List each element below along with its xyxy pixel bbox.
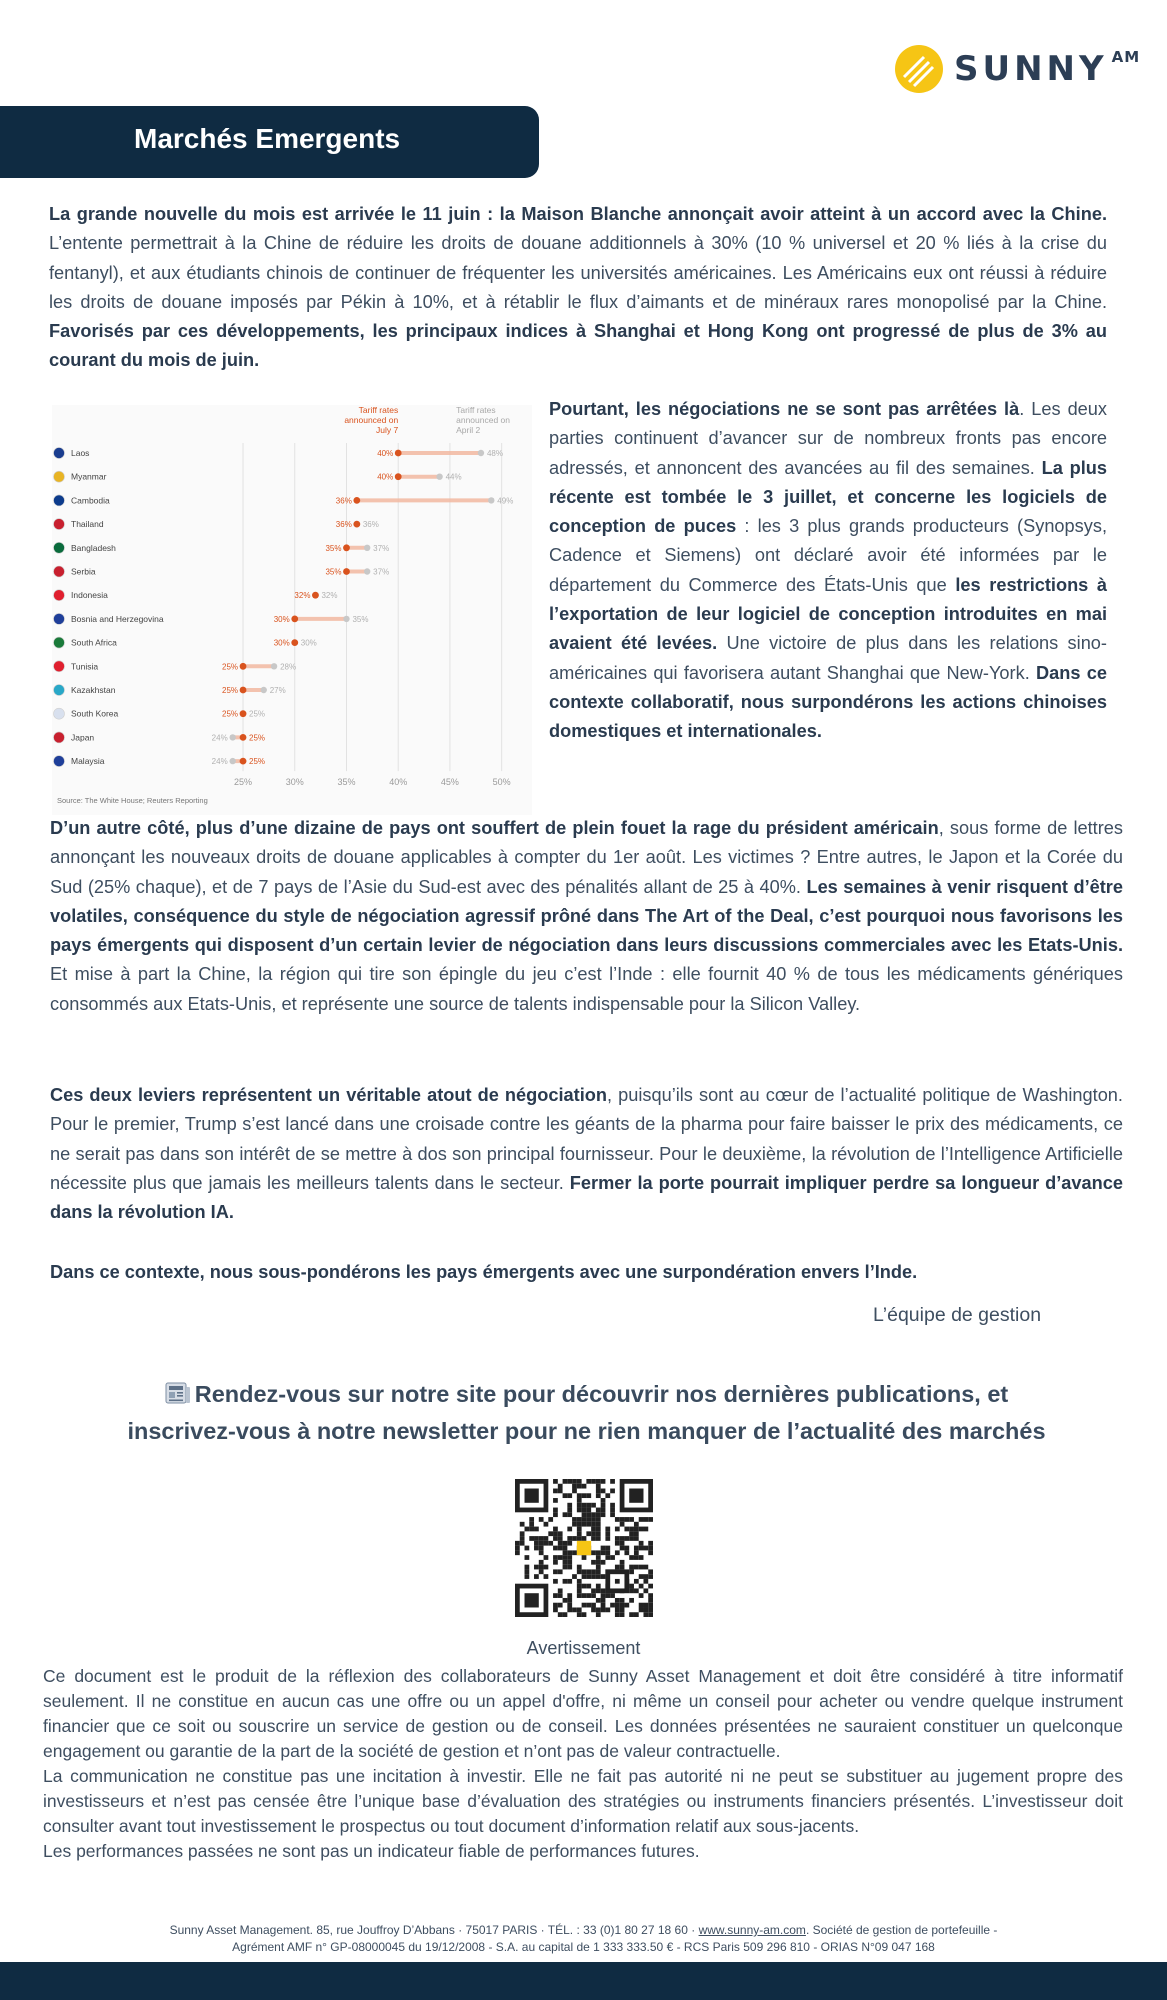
- old-rate-dot: [364, 568, 370, 574]
- neg-bold-1: Pourtant, les négociations ne se sont pas arrêtées là: [549, 399, 1020, 419]
- country-flag: [54, 708, 65, 719]
- footer-company-type: . Société de gestion de portefeuille -: [805, 1923, 998, 1937]
- country-flag: [54, 685, 65, 696]
- new-rate-label: 35%: [325, 567, 342, 577]
- new-rate-label: 25%: [249, 757, 266, 767]
- country-label: Laos: [71, 448, 90, 458]
- neg-text-2: : les 3 plus grands producteurs (Synopsys, Cadence et Siemens) ont déclaré avoir été informées par le département du Commerce des États-Unis que: [549, 516, 1107, 595]
- disclaimer-p2: La communication ne constitue pas une incitation à investir. Elle ne fait pas autorité ni ne peut se substituer au jugement propre des investisseurs et n’est pas censée être l’unique base d’évaluation des stratégies ou instruments financiers présentés. L’investisseur doit consulter avant tout investissement le prospectus ou tout document d’information relatif aux sous-jacents.: [43, 1766, 1123, 1836]
- country-label: South Africa: [71, 637, 117, 648]
- section-banner: [0, 106, 539, 178]
- country-label: Bangladesh: [71, 542, 116, 553]
- tariff-chart: [52, 405, 532, 815]
- old-rate-dot: [478, 450, 484, 456]
- country-label: South Korea: [71, 708, 119, 719]
- new-rate-dot: [240, 758, 247, 765]
- chart-source: Source: The White House; Reuters Reporting: [57, 796, 208, 806]
- old-rate-label: 37%: [373, 567, 390, 577]
- new-rate-dot: [240, 663, 247, 670]
- bottom-bar: [0, 1962, 1167, 2000]
- tariffs-bold-2: Les semaines à venir risquent d’être volatiles, conséquence du style de négociation agressif prôné dans The Art of the Deal, c’est pourquoi nous favorisons les pays émergents qui disposent d’un certain levier de négociation dans leurs discussions commerciales avec les Etats-Unis.: [50, 876, 1123, 956]
- new-rate-dot: [291, 616, 298, 623]
- country-flag: [54, 495, 65, 506]
- tariffs-text-1: , sous forme de lettres annonçant les nouveaux droits de douane applicables à compter du 1er août. Les victimes ? Entre autres, le Japon et la Corée du Sud (25% chaque), et de 7 pays de l’Asie du Sud-est avec des pénalités allant de 25 à 40%.: [50, 818, 1124, 897]
- sun-logo-icon: [894, 44, 944, 94]
- new-rate-label: 30%: [273, 638, 290, 648]
- levers-bold-2: Fermer la porte pourrait impliquer perdre sa longueur d’avance dans la révolution IA.: [50, 1172, 1123, 1223]
- promo-line-1: Rendez-vous sur notre site pour découvrir nos dernières publications, et: [194, 1381, 1009, 1407]
- logo-suffix: AM: [1111, 48, 1141, 66]
- old-rate-label: 37%: [373, 543, 390, 553]
- new-rate-label: 40%: [377, 472, 394, 482]
- x-tick-label: 40%: [389, 777, 408, 788]
- conclusion-paragraph: [50, 1258, 1123, 1287]
- qr-code[interactable]: [515, 1479, 653, 1617]
- legend-old: Tariff rates announced on April 2: [456, 405, 511, 435]
- new-rate-dot: [240, 710, 247, 717]
- old-rate-label: 27%: [269, 686, 286, 695]
- country-flag: [54, 756, 65, 767]
- tariff-dot-plot: [52, 405, 532, 815]
- country-label: Malaysia: [71, 756, 105, 767]
- disclaimer-p1: Ce document est le produit de la réflexion des collaborateurs de Sunny Asset Management et doit être considéré à titre informatif seulement. Il ne constitue en aucun cas une offre ou un appel d'offre, ni même un conseil pour acheter ou vendre quelque instrument financier que ce soit ou souscrire un service de gestion ou de conseil. Les données présentées ne sauraient constituer un quelconque engagement ou garantie de la part de la société de gestion et n’ont pas de valeur contractuelle.: [43, 1666, 1123, 1761]
- newspaper-icon: [165, 1381, 191, 1405]
- old-rate-dot: [229, 758, 235, 764]
- new-rate-label: 32%: [294, 591, 311, 601]
- old-rate-dot: [261, 687, 267, 693]
- country-flag: [54, 471, 65, 482]
- old-rate-label: 49%: [497, 496, 514, 506]
- x-tick-label: 45%: [440, 777, 459, 788]
- new-rate-label: 36%: [335, 520, 352, 530]
- country-label: Kazakhstan: [71, 685, 116, 695]
- new-rate-label: 35%: [325, 543, 342, 553]
- new-rate-label: 40%: [377, 449, 394, 458]
- tariffs-bold-1: D’un autre côté, plus d’une dizaine de pays ont souffert de plein fouet la rage du président américain: [50, 818, 939, 838]
- old-rate-label: 24%: [211, 733, 228, 743]
- chart-background: [52, 405, 532, 815]
- new-rate-dot: [343, 568, 350, 575]
- qr-code-icon[interactable]: [515, 1479, 653, 1617]
- old-rate-label: 24%: [211, 757, 228, 767]
- new-rate-dot: [240, 734, 247, 741]
- country-label: Thailand: [71, 519, 104, 530]
- footer: [0, 1922, 1167, 1956]
- old-rate-label: 32%: [321, 591, 338, 601]
- country-flag: [54, 613, 65, 624]
- country-label: Serbia: [71, 566, 96, 577]
- section-title: Marchés Emergents: [134, 123, 401, 154]
- footer-legal: Agrément AMF n° GP-08000045 du 19/12/2008 - S.A. au capital de 1 333 333.50 € - RCS Paris 509 296 810 - ORIAS N°09 047 168: [232, 1940, 935, 1954]
- old-rate-dot: [436, 474, 442, 480]
- old-rate-label: 48%: [486, 449, 503, 458]
- old-rate-dot: [343, 616, 349, 622]
- old-rate-label: 36%: [362, 520, 379, 530]
- neg-text-1: . Les deux parties continuent d’avancer sur de nombreux fronts pas encore adressés, et annoncent des avancées au fil des semaines.: [549, 399, 1108, 478]
- country-flag: [54, 637, 65, 648]
- country-flag: [54, 542, 65, 553]
- neg-text-3: Une victoire de plus dans les relations sino-américaines qui favorisera autant Shanghai que New-York.: [549, 633, 1107, 683]
- levers-bold-1: Ces deux leviers représentent un véritable atout de négociation: [50, 1085, 607, 1105]
- old-rate-label: 30%: [300, 638, 317, 648]
- country-label: Japan: [71, 732, 95, 743]
- legend-new: Tariff rates announced on July 7: [344, 405, 399, 435]
- tariffs-text-2: Et mise à part la Chine, la région qui tire son épingle du jeu c’est l’Inde : elle fournit 40 % de tous les médicaments génériques consommés aux Etats-Unis, et représente une source de talents indispensable pour la Silicon Valley.: [50, 964, 1123, 1014]
- negotiations-paragraph: [549, 395, 1107, 747]
- old-rate-label: 25%: [249, 709, 266, 719]
- neg-bold-4: Dans ce contexte collaboratif, nous surpondérons les actions chinoises domestiques et internationales.: [549, 662, 1107, 742]
- old-rate-dot: [229, 734, 235, 740]
- country-flag: [54, 448, 65, 459]
- new-rate-label: 25%: [249, 733, 266, 743]
- new-rate-label: 30%: [273, 614, 290, 624]
- conclusion-bold: Dans ce contexte, nous sous-pondérons les pays émergents avec une surpondération envers l’Inde.: [50, 1262, 918, 1282]
- promo-line-2: inscrivez-vous à notre newsletter pour ne rien manquer de l’actualité des marchés: [127, 1418, 1046, 1444]
- new-rate-dot: [395, 450, 402, 457]
- old-rate-label: 28%: [280, 662, 297, 672]
- levers-text-1: , puisqu’ils sont au cœur de l’actualité politique de Washington. Pour le premier, Trump s’est lancé dans une croisade contre les géants de la pharma pour faire baisser le prix des médicaments, ce ne serait pas dans son intérêt de se mettre à dos son principal fournisseur. Pour le deuxième, la révolution de l’Intelligence Artificielle nécessite plus que jamais les meilleurs talents dans le secteur.: [50, 1085, 1123, 1193]
- disclaimer-p3: Les performances passées ne sont pas un indicateur fiable de performances futures.: [43, 1841, 700, 1861]
- new-rate-label: 25%: [222, 686, 239, 695]
- x-tick-label: 30%: [285, 777, 304, 788]
- old-rate-label: 35%: [352, 614, 369, 624]
- neg-bold-2: La plus récente est tombée le 3 juillet, et concerne les logiciels de conception de puces: [549, 457, 1107, 537]
- signature: L’équipe de gestion: [873, 1304, 1042, 1326]
- x-tick-label: 50%: [492, 777, 511, 788]
- country-flag: [54, 566, 65, 577]
- intro-bold-2: Favorisés par ces développements, les principaux indices à Shanghai et Hong Kong ont progressé de plus de 3% au courant du mois de juin.: [49, 321, 1107, 371]
- new-rate-dot: [343, 544, 350, 551]
- country-label: Cambodia: [71, 495, 110, 506]
- disclaimer: [43, 1664, 1123, 1864]
- tariffs-paragraph: [50, 814, 1123, 1019]
- footer-address: Sunny Asset Management. 85, rue Jouffroy D’Abbans · 75017 PARIS · TÉL. : 33 (0)1 80 27 18 60 ·: [169, 1923, 699, 1937]
- new-rate-dot: [353, 497, 360, 504]
- country-label: Indonesia: [71, 590, 108, 601]
- new-rate-dot: [240, 687, 247, 694]
- new-rate-label: 25%: [222, 662, 239, 672]
- new-rate-label: 25%: [222, 709, 239, 719]
- country-flag: [54, 519, 65, 530]
- disclaimer-title: Avertissement: [526, 1638, 641, 1658]
- old-rate-dot: [488, 497, 494, 503]
- new-rate-dot: [353, 521, 360, 528]
- country-flag: [54, 732, 65, 743]
- new-rate-dot: [312, 592, 319, 599]
- country-label: Bosnia and Herzegovina: [71, 613, 164, 624]
- company-logo: [894, 44, 1140, 94]
- new-rate-dot: [291, 639, 298, 646]
- country-flag: [54, 590, 65, 601]
- old-rate-dot: [364, 545, 370, 551]
- logo-wordmark: SUNNY: [954, 49, 1108, 89]
- new-rate-dot: [395, 473, 402, 480]
- old-rate-dot: [271, 663, 277, 669]
- website-link[interactable]: www.sunny-am.com: [698, 1923, 806, 1937]
- country-label: Tunisia: [71, 661, 99, 672]
- neg-bold-3: les restrictions à l’exportation de leur logiciel de conception introduites en mai avaient été levées.: [549, 574, 1108, 654]
- levers-paragraph: [50, 1081, 1123, 1227]
- intro-paragraph: [49, 200, 1107, 376]
- country-flag: [54, 661, 65, 672]
- x-tick-label: 35%: [337, 777, 356, 788]
- x-tick-label: 25%: [234, 777, 253, 788]
- newsletter-promo: [50, 1376, 1123, 1450]
- old-rate-label: 44%: [445, 472, 462, 482]
- intro-bold-1: La grande nouvelle du mois est arrivée le 11 juin : la Maison Blanche annonçait avoir atteint à un accord avec la Chine.: [49, 204, 1107, 224]
- intro-text-1: L’entente permettrait à la Chine de réduire les droits de douane additionnels à 30% (10 % universel et 20 % liés à la crise du fentanyl), et aux étudiants chinois de continuer de fréquenter les universités américaines. Les Américains eux ont réussi à réduire les droits de douane imposés par Pékin à 10%, et à rétablir le flux d’aimants et de minéraux rares monopolisé par la Chine.: [49, 233, 1107, 312]
- new-rate-label: 36%: [335, 496, 352, 506]
- country-label: Myanmar: [71, 471, 107, 482]
